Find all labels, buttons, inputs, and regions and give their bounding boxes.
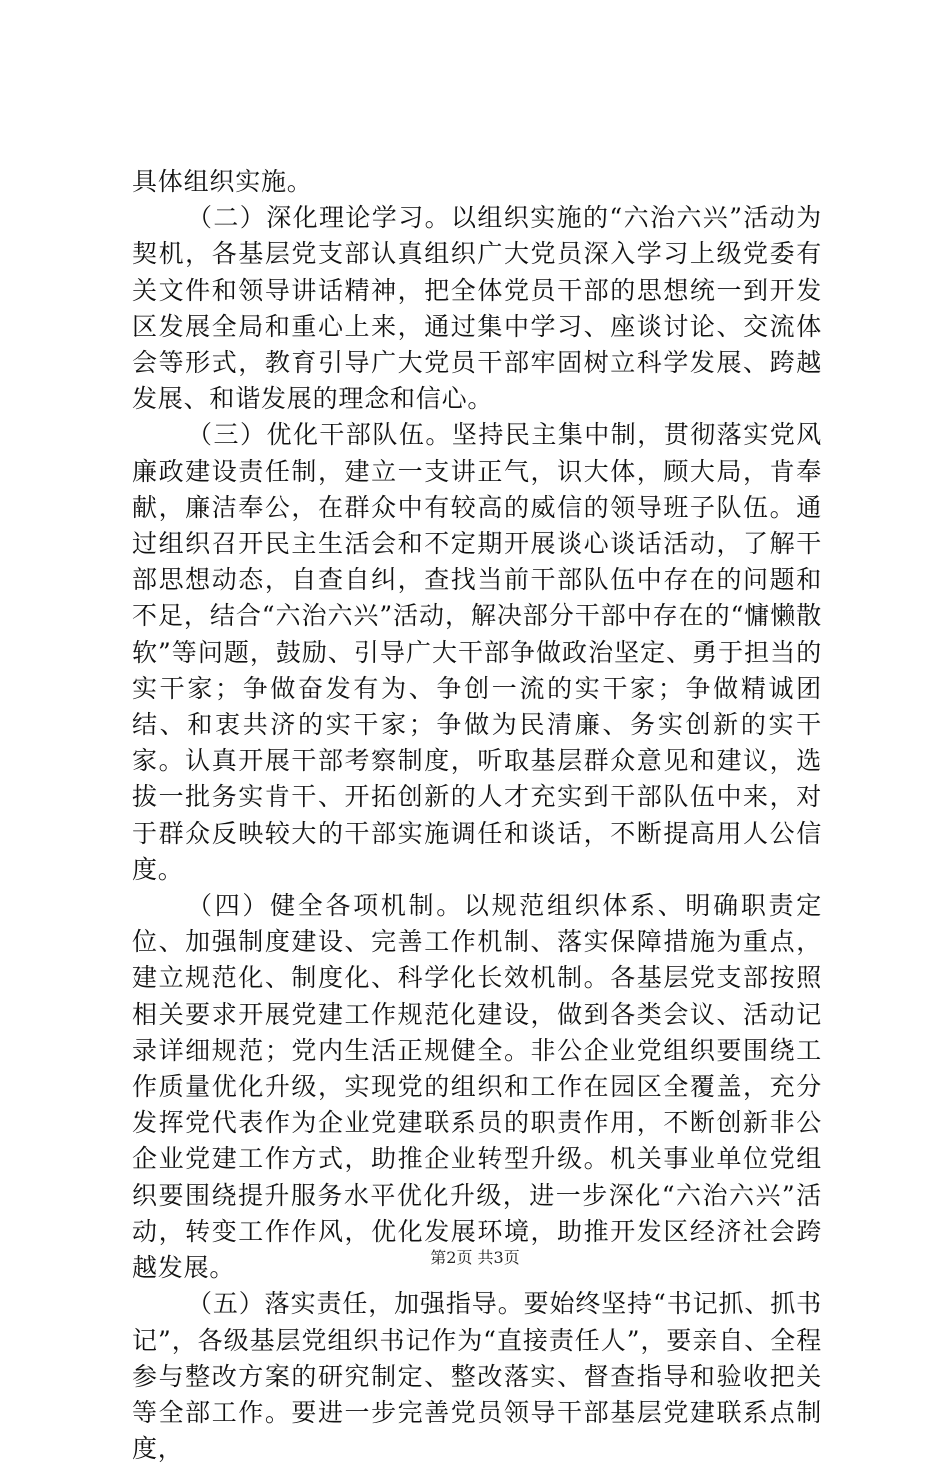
paragraph-mechanisms: （四）健全各项机制。以规范组织体系、明确职责定位、加强制度建设、完善工作机制、落实保障措施为重点，建立规范化、制度化、科学化长效机制。各基层党支部按照相关要求开展党建工作规范化建设，做到各类会议、活动记录详细规范；党内生活正规健全。非公企业党组织要围绕工作质量优化升级，实现党的组织和工作在园区全覆盖，充分发挥党代表作为企业党建联系员的职责作用，不断创新非公企业党建工作方式，助推企业转型升级。机关事业单位党组织要围绕提升服务水平优化升级，进一步深化“六治六兴”活动，转变工作作风，优化发展环境，助推开发区经济社会跨越发展。 bbox=[132, 891, 822, 1283]
paragraph-responsibility: （五）落实责任，加强指导。要始终坚持“书记抓、抓书记”，各级基层党组织书记作为“直接责任人”，要亲自、全程参与整改方案的研究制定、整改落实、督查指导和验收把关等全部工作。要进一步完善党员领导干部基层党建联系点制度， bbox=[132, 1289, 822, 1464]
page-number-footer: 第2页 共3页 bbox=[430, 1248, 520, 1267]
paragraph-cadre-team: （三）优化干部队伍。坚持民主集中制，贯彻落实党风廉政建设责任制，建立一支讲正气，识大体，顾大局，肯奉献，廉洁奉公，在群众中有较高的威信的领导班子队伍。通过组织召开民主生活会和不定期开展谈心谈话活动，了解干部思想动态，自查自纠，查找当前干部队伍中存在的问题和不足，结合“六治六兴”活动，解决部分干部中存在的“慵懒散软”等问题，鼓励、引导广大干部争做政治坚定、勇于担当的实干家；争做奋发有为、争创一流的实干家；争做精诚团结、和衷共济的实干家；争做为民清廉、务实创新的实干家。认真开展干部考察制度，听取基层群众意见和建议，选拔一批务实肯干、开拓创新的人才充实到干部队伍中来，对于群众反映较大的干部实施调任和谈话，不断提高用人公信度。 bbox=[132, 420, 822, 884]
paragraph-theory-study: （二）深化理论学习。以组织实施的“六治六兴”活动为契机，各基层党支部认真组织广大党员深入学习上级党委有关文件和领导讲话精神，把全体党员干部的思想统一到开发区发展全局和重心上来，通过集中学习、座谈讨论、交流体会等形式，教育引导广大党员干部牢固树立科学发展、跨越发展、和谐发展的理念和信心。 bbox=[132, 203, 822, 414]
paragraph-continuation: 具体组织实施。 bbox=[132, 167, 313, 196]
document-body bbox=[132, 164, 822, 1467]
